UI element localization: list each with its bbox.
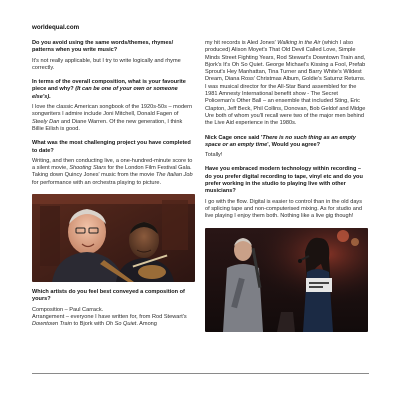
question-empty-space — [205, 135, 368, 150]
question-favourite-italic: (It can be one of your own or someone else's). — [32, 86, 178, 100]
answer-text: I love the classic American songbook of the 1920s-50s – modern songwriters I admire include Joni Mitchell, Donald Fagen of — [32, 104, 193, 118]
song-title: Walking in the Air — [277, 40, 321, 46]
film-title: Shooting Stars — [69, 165, 107, 172]
answer-text: and Diane Warren. Of the new generation, I think Billie Eilish is good. — [32, 118, 183, 132]
bottom-rule — [32, 373, 369, 374]
answer-text: (which I also produced) Alison Moyet's That Old Devil Called Love, Simple Minds Street Fighting Years, Rod Stewart's Downtown Train and, Bjork's It's Oh So Quiet. George Michael's Kissing a Fool, Prefab Sprout's Hey Manhattan, Tina Turner and Barry White's Wildest Dream, Diana Ross' Christmas Album, Goldie's Saturnz Returns. I was musical director for the All-Star Band assembled for the 1981 Amnesty International benefit show - The Secret Policeman's Other Ball – an ensemble that included Sting, Eric Clapton, Jeff Beck, Phil Collins, Donovan, Bob Geldof and Midge Ure both of whom you'll recall were two of the major men behind the Live Aid experience in the 1980s. — [205, 40, 366, 127]
band-title: Steely Dan — [32, 118, 60, 125]
answer-text: for performance with an orchestra playing to picture. — [32, 179, 162, 186]
question-text: ', Would you agree? — [267, 141, 321, 148]
film-title: The Italian Job — [155, 172, 193, 179]
question-text: Nick Cage once said ' — [205, 134, 263, 141]
site-url: worldequal.com — [32, 24, 80, 31]
photo-live-performance — [205, 228, 368, 332]
song-title: Oh So Quiet — [105, 321, 137, 328]
answer-text: my hit records is Aled Jones' — [205, 40, 278, 46]
hit-records-paragraph — [205, 40, 368, 128]
question-best-artists: Which artists do you feel best conveyed a composition of yours? — [32, 289, 185, 303]
answer-modern-technology: I go with the flow. Digital is easier to control than in the old days of splicing tape and non-computerised mixing. As for studio and live playing I enjoy them both. Nothing like a live gig though! — [205, 198, 363, 220]
photo-studio-musicians — [32, 194, 195, 282]
answer-best-artists — [32, 307, 195, 329]
answer-text: for the London Film Festival Gala. Taking down Quincy Jones' music from the movie — [32, 165, 192, 179]
question-repeating-words: Do you avoid using the same words/themes, rhymes/ patterns when you write music? — [32, 40, 174, 54]
answer-text: Composition – Paul Carrack. — [32, 306, 104, 313]
left-column — [32, 40, 195, 336]
question-favourite-piece — [32, 79, 195, 101]
question-challenging-project: What was the most challenging project you have completed to date? — [32, 140, 191, 154]
answer-favourite-piece — [32, 104, 195, 133]
answer-repeating-words: It's not really applicable, but I try to write logically and rhyme correctly. — [32, 57, 181, 71]
quote-text: There is no such thing as an empty space or an empty time — [205, 134, 356, 148]
right-column — [205, 40, 368, 332]
question-modern-technology: Have you embraced modern technology within recording – do you prefer digital recording to tape, vinyl etc and do you prefer working in the studio to playing live with other musicians? — [205, 166, 363, 195]
answer-text: to Bjork with — [72, 321, 106, 328]
answer-text: Writing, and then conducting live, a one-hundred-minute score to a silent movie, — [32, 157, 193, 172]
answer-text: Arrangement – everyone I have written for, from Rod Stewart's — [32, 313, 187, 320]
answer-empty-space: Totally! — [205, 152, 223, 159]
question-favourite-main: In terms of the overall composition, what is your favourite piece and why? — [32, 79, 186, 93]
answer-text: . Among — [136, 321, 157, 328]
song-title: Downtown Train — [32, 321, 72, 328]
answer-challenging-project — [32, 158, 195, 187]
